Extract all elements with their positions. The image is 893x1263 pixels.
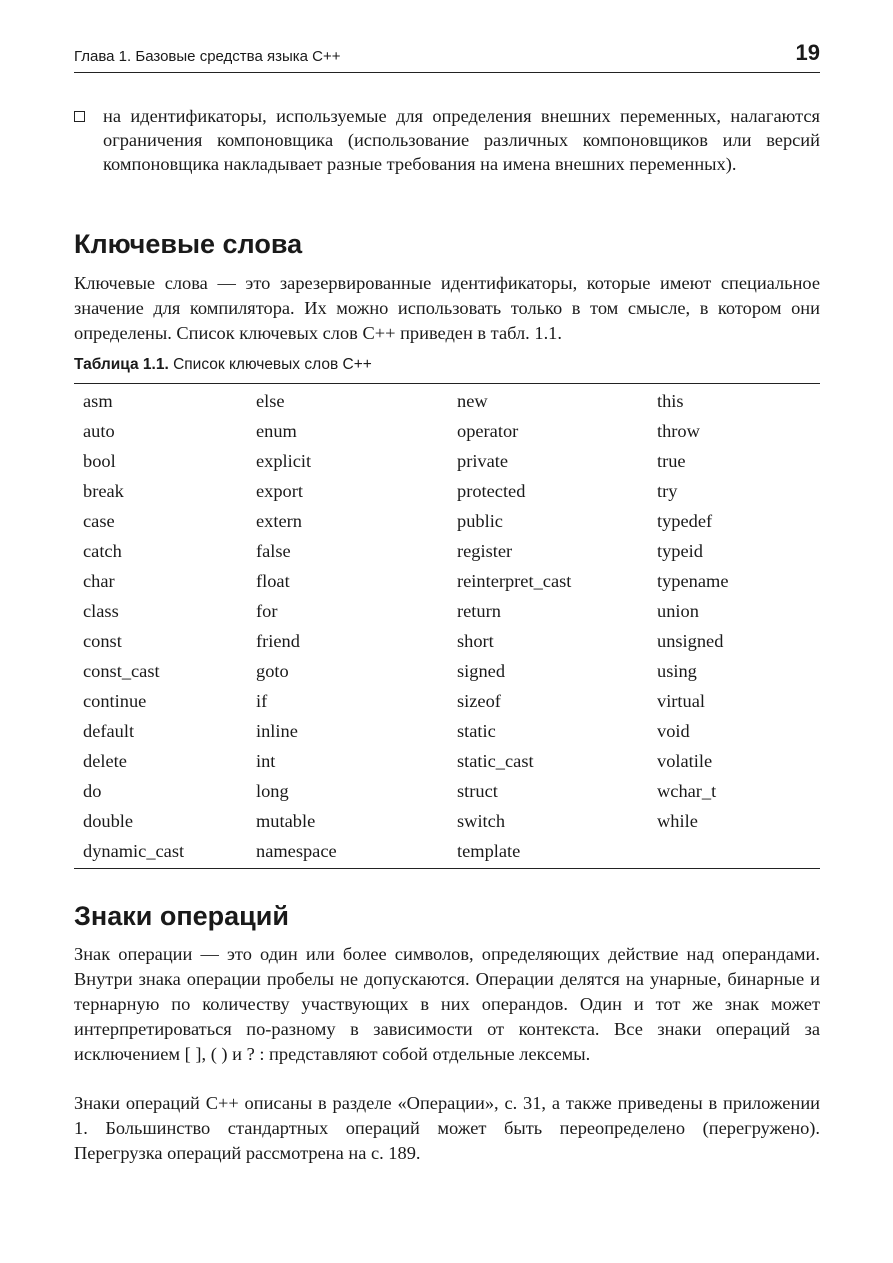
keyword-cell: auto bbox=[83, 420, 115, 441]
checkbox-bullet-icon bbox=[74, 111, 85, 122]
keyword-cell: delete bbox=[83, 750, 127, 771]
table-row bbox=[74, 384, 820, 417]
table-row bbox=[74, 476, 820, 506]
table-row bbox=[74, 836, 820, 869]
keyword-cell: protected bbox=[457, 480, 526, 501]
bullet-item bbox=[74, 104, 820, 176]
keyword-cell: char bbox=[83, 570, 115, 591]
bullet-text: на идентификаторы, используемые для определения внешних переменных, налагаются ограничения компоновщика (использование различных компоновщиков или версий компоновщика накладывает разные требования на имена внешних переменных). bbox=[103, 106, 820, 174]
table-row bbox=[74, 806, 820, 836]
keyword-cell: struct bbox=[457, 780, 498, 801]
keyword-cell: case bbox=[83, 510, 115, 531]
keyword-cell: typeid bbox=[657, 540, 703, 561]
table-row bbox=[74, 506, 820, 536]
keyword-cell: else bbox=[256, 390, 285, 411]
keyword-cell: switch bbox=[457, 810, 506, 831]
keyword-cell: union bbox=[657, 600, 699, 621]
keyword-cell: inline bbox=[256, 720, 298, 741]
table-row bbox=[74, 776, 820, 806]
page-number: 19 bbox=[795, 40, 820, 65]
keyword-cell: catch bbox=[83, 540, 122, 561]
section-heading-keywords: Ключевые слова bbox=[74, 229, 303, 259]
keyword-cell: extern bbox=[256, 510, 302, 531]
table-row bbox=[74, 746, 820, 776]
table-caption bbox=[74, 356, 372, 374]
keyword-cell bbox=[648, 836, 820, 869]
table-row bbox=[74, 566, 820, 596]
keyword-cell: do bbox=[83, 780, 102, 801]
keyword-cell: register bbox=[457, 540, 513, 561]
keyword-cell: virtual bbox=[657, 690, 706, 711]
keyword-cell: explicit bbox=[256, 450, 312, 471]
keyword-cell: float bbox=[256, 570, 290, 591]
keyword-cell: goto bbox=[256, 660, 289, 681]
keyword-cell: new bbox=[457, 390, 488, 411]
keyword-cell: for bbox=[256, 600, 278, 621]
keyword-cell: mutable bbox=[256, 810, 316, 831]
keyword-cell: const_cast bbox=[83, 660, 160, 681]
keyword-cell: public bbox=[457, 510, 503, 531]
keyword-cell: int bbox=[256, 750, 276, 771]
keyword-cell: private bbox=[457, 450, 509, 471]
keyword-cell: wchar_t bbox=[657, 780, 717, 801]
table-row bbox=[74, 656, 820, 686]
keyword-cell: break bbox=[83, 480, 124, 501]
keyword-cell: short bbox=[457, 630, 494, 651]
keyword-cell: void bbox=[657, 720, 690, 741]
table-row bbox=[74, 596, 820, 626]
keyword-cell: bool bbox=[83, 450, 116, 471]
keyword-cell: volatile bbox=[657, 750, 713, 771]
keyword-cell: dynamic_cast bbox=[83, 840, 185, 861]
keyword-cell: namespace bbox=[256, 840, 337, 861]
keyword-cell: const bbox=[83, 630, 122, 651]
keyword-cell: long bbox=[256, 780, 289, 801]
keyword-cell: if bbox=[256, 690, 268, 711]
keyword-cell: while bbox=[657, 810, 698, 831]
keyword-cell: friend bbox=[256, 630, 300, 651]
running-head bbox=[74, 40, 820, 73]
keyword-cell: default bbox=[83, 720, 135, 741]
keyword-cell: this bbox=[657, 390, 684, 411]
keyword-cell: double bbox=[83, 810, 134, 831]
keyword-cell: template bbox=[457, 840, 521, 861]
keyword-cell: export bbox=[256, 480, 303, 501]
table-row bbox=[74, 716, 820, 746]
keyword-cell: asm bbox=[83, 390, 113, 411]
keyword-cell: static_cast bbox=[457, 750, 534, 771]
table-row bbox=[74, 686, 820, 716]
operators-paragraph-2: Знаки операций С++ описаны в разделе «Операции», с. 31, а также приведены в приложении 1. Большинство стандартных операций может быть переопределено (перегружено). Перегрузка операций рассмотрена на с. 189. bbox=[74, 1093, 820, 1163]
keyword-cell: class bbox=[83, 600, 119, 621]
keyword-cell: signed bbox=[457, 660, 506, 681]
table-caption-text: Список ключевых слов С++ bbox=[173, 356, 372, 373]
keyword-cell: unsigned bbox=[657, 630, 724, 651]
keyword-cell: continue bbox=[83, 690, 147, 711]
keyword-cell: enum bbox=[256, 420, 297, 441]
table-row bbox=[74, 416, 820, 446]
chapter-title: Глава 1. Базовые средства языка С++ bbox=[74, 48, 341, 65]
table-row bbox=[74, 536, 820, 566]
keyword-cell: typedef bbox=[657, 510, 713, 531]
keyword-cell: return bbox=[457, 600, 501, 621]
keyword-cell: false bbox=[256, 540, 291, 561]
keyword-cell: static bbox=[457, 720, 496, 741]
keyword-cell: using bbox=[657, 660, 697, 681]
keyword-cell: true bbox=[657, 450, 686, 471]
table-row bbox=[74, 446, 820, 476]
keyword-cell: try bbox=[657, 480, 678, 501]
keyword-cell: reinterpret_cast bbox=[457, 570, 572, 591]
table-row bbox=[74, 626, 820, 656]
keyword-cell: typename bbox=[657, 570, 729, 591]
keyword-cell: operator bbox=[457, 420, 519, 441]
keywords-paragraph: Ключевые слова — это зарезервированные идентификаторы, которые имеют специальное значение для компилятора. Их можно использовать только в том смысле, в котором они определены. Список ключевых слов С++ приведен в табл. 1.1. bbox=[74, 273, 820, 343]
keywords-table bbox=[74, 383, 820, 869]
table-caption-label: Таблица 1.1. bbox=[74, 356, 169, 373]
keyword-cell: sizeof bbox=[457, 690, 501, 711]
section-heading-operators: Знаки операций bbox=[74, 901, 289, 931]
keyword-cell: throw bbox=[657, 420, 700, 441]
operators-paragraph-1: Знак операции — это один или более символов, определяющих действие над операндами. Внутри знака операции пробелы не допускаются. Операции делятся на унарные, бинарные и тернарную по количеству участвующих в них операндов. Один и тот же знак может интерпретироваться по-разному в зависимости от контекста. Все знаки операций за исключением [ ], ( ) и ? : представляют собой отдельные лексемы. bbox=[74, 944, 820, 1064]
